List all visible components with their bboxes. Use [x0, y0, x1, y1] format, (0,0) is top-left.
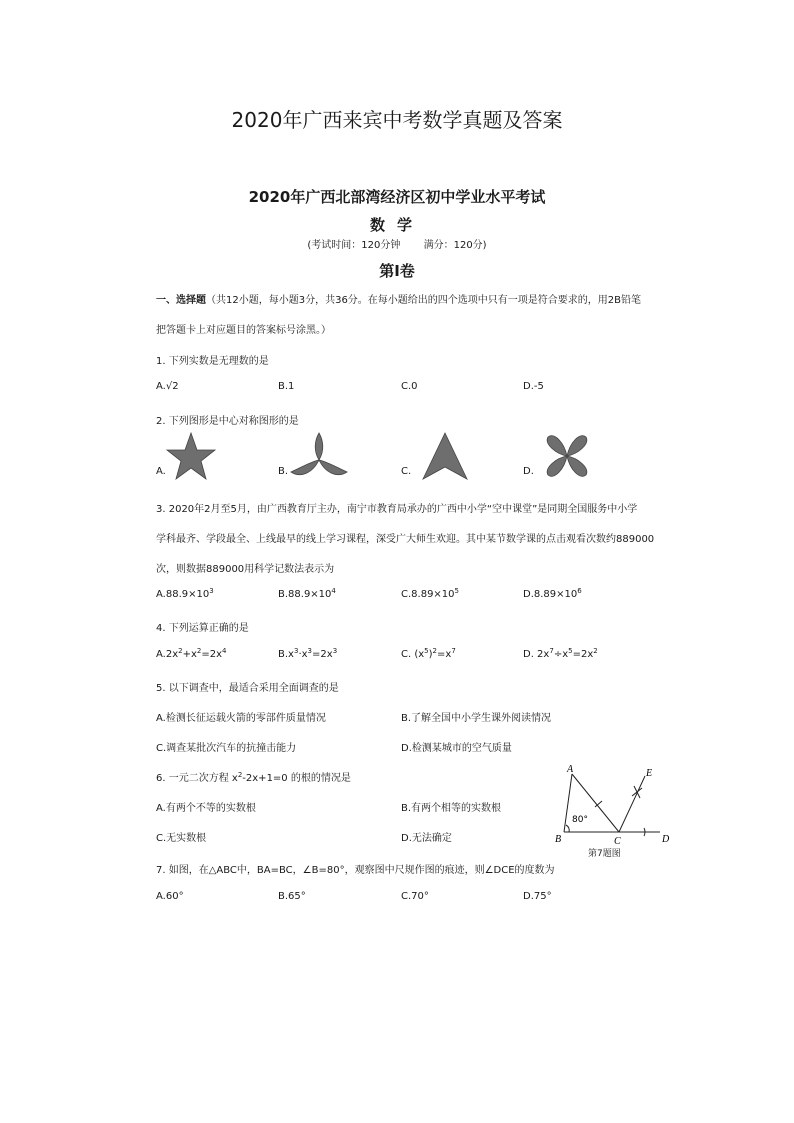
q3-option-c	[401, 589, 459, 600]
q4-option-b	[278, 649, 337, 660]
label-c: C	[614, 836, 621, 846]
q5-option-c: C.调查某批次汽车的抗撞击能力	[156, 743, 297, 754]
q4-b-e3: 3	[332, 647, 338, 655]
q4-a-p1: A.2x	[156, 649, 179, 660]
q7-option-c: C.70°	[401, 891, 429, 902]
q4-c-p3: =x	[437, 649, 452, 660]
q4-d-e3: 2	[593, 647, 598, 655]
q1-option-c: C.0	[401, 381, 418, 392]
q1-a-label: A.	[156, 381, 166, 392]
q4-b-e1: 3	[293, 647, 299, 655]
q3-line3: 次，则数据889000用科学记数法表示为	[156, 564, 335, 575]
q4-b-p2: ·x	[298, 649, 308, 660]
label-a: A	[567, 764, 574, 775]
section1-line2: 把答题卡上对应题目的答案标号涂黑。）	[156, 325, 331, 336]
construction-cross	[632, 786, 642, 798]
q7-geometry-figure	[550, 760, 680, 846]
q3-c-base: C.8.89×10	[401, 589, 455, 600]
q5-option-a: A.检测长征运载火箭的零部件质量情况	[156, 713, 326, 724]
q3-d-exp: 6	[577, 587, 582, 595]
label-d: D	[662, 834, 670, 845]
q3-option-b	[278, 589, 336, 600]
exam-title: 2020年广西北部湾经济区初中学业水平考试	[248, 188, 546, 206]
q3-a-exp: 3	[209, 587, 214, 595]
q6-option-a: A.有两个不等的实数根	[156, 803, 256, 814]
q4-c-e3: 7	[451, 647, 456, 655]
volume-title: 第Ⅰ卷	[379, 262, 415, 280]
arrowhead-shape-icon	[420, 432, 470, 480]
q3-d-base: D.8.89×10	[523, 589, 578, 600]
q6-stem-p2: -2x+1=0 的根的情况是	[242, 773, 351, 784]
exam-info	[0, 236, 794, 251]
q5-option-b: B.了解全国中小学生课外阅读情况	[401, 713, 552, 724]
q4-c-p2: )	[428, 649, 433, 660]
q1-option-a	[156, 381, 179, 392]
q2-option-a: A.	[156, 466, 166, 477]
section1-instructions	[156, 291, 641, 306]
q4-d-p1: D. 2x	[523, 649, 550, 660]
q6-option-b: B.有两个相等的实数根	[401, 803, 502, 814]
q7-figure-caption: 第7题图	[588, 849, 621, 859]
q4-option-a	[156, 649, 227, 660]
q6-option-d: D.无法确定	[401, 833, 452, 844]
ray-ce	[619, 776, 645, 832]
q2-option-b: B.	[278, 466, 289, 477]
q4-d-e1: 7	[549, 647, 554, 655]
q4-c-p1: C. (x	[401, 649, 425, 660]
q7-option-b: B.65°	[278, 891, 306, 902]
section1-rest: （共12小题，每小题3分，共36分。在每小题给出的四个选项中只有一项是符合要求的，用2B铅笔	[206, 295, 642, 306]
q5-option-d: D.检测某城市的空气质量	[401, 743, 512, 754]
exam-score: 满分：120分)	[423, 240, 487, 251]
q1-option-d: D.-5	[523, 381, 544, 392]
q6-stem-p1: 6. 一元二次方程 x	[156, 773, 238, 784]
q4-d-p3: =2x	[572, 649, 594, 660]
q4-stem: 4. 下列运算正确的是	[156, 623, 249, 634]
q4-a-e1: 2	[178, 647, 183, 655]
exam-time: (考试时间：120分钟	[307, 240, 401, 251]
angle-b-arc	[566, 825, 569, 832]
q4-a-e3: 4	[222, 647, 227, 655]
star-shape-icon	[166, 432, 216, 480]
q4-a-e2: 2	[196, 647, 202, 655]
q4-a-p3: =2x	[201, 649, 223, 660]
q3-a-base: A.88.9×10	[156, 589, 210, 600]
q6-option-c: C.无实数根	[156, 833, 207, 844]
q3-line1: 3. 2020年2月至5月，由广西教育厅主办，南宁市教育局承办的广西中小学“空中课堂”是同期全国服务中小学	[156, 504, 638, 515]
q4-b-e2: 3	[307, 647, 313, 655]
q4-a-p2: +x	[182, 649, 197, 660]
q7-option-d: D.75°	[523, 891, 552, 902]
q4-b-p1: B.x	[278, 649, 294, 660]
q4-d-e2: 5	[568, 647, 573, 655]
section1-head: 一、选择题	[156, 295, 206, 306]
q2-option-d: D.	[523, 466, 534, 477]
q7-option-a: A.60°	[156, 891, 184, 902]
q1-stem: 1. 下列实数是无理数的是	[156, 356, 269, 367]
q4-option-d	[523, 649, 598, 660]
four-petal-shape-icon	[542, 432, 592, 480]
three-leaf-shape-icon	[288, 432, 350, 480]
q4-option-c	[401, 649, 456, 660]
q3-option-a	[156, 589, 214, 600]
q3-b-exp: 4	[331, 587, 336, 595]
q1-a-value: √2	[165, 381, 179, 392]
q5-stem: 5. 以下调查中，最适合采用全面调查的是	[156, 683, 339, 694]
label-e: E	[646, 768, 653, 779]
label-b: B	[555, 834, 562, 845]
q2-stem: 2. 下列图形是中心对称图形的是	[156, 416, 299, 427]
q3-line2: 学科最齐、学段最全、上线最早的线上学习课程，深受广大师生欢迎。其中某节数学课的点击观看次数约889000	[156, 534, 655, 545]
subject-title: 数学	[369, 216, 424, 234]
label-angle: 80°	[572, 815, 588, 825]
q3-option-d	[523, 589, 582, 600]
q6-stem	[156, 769, 351, 784]
q3-b-base: B.88.9×10	[278, 589, 332, 600]
q4-d-p2: ÷x	[553, 649, 569, 660]
q1-option-b: B.1	[278, 381, 295, 392]
q4-c-e1: 5	[424, 647, 429, 655]
q4-c-e2: 2	[432, 647, 438, 655]
q3-c-exp: 5	[454, 587, 459, 595]
q4-b-p3: =2x	[312, 649, 333, 660]
q2-option-c: C.	[401, 466, 412, 477]
q6-stem-exp: 2	[237, 771, 243, 779]
q7-stem: 7. 如图，在△ABC中，BA=BC，∠B=80°，观察图中尺规作图的痕迹，则∠DCE的度数为	[156, 865, 555, 876]
side-ab	[564, 774, 572, 832]
document-title: 2020年广西来宾中考数学真题及答案	[231, 108, 563, 132]
